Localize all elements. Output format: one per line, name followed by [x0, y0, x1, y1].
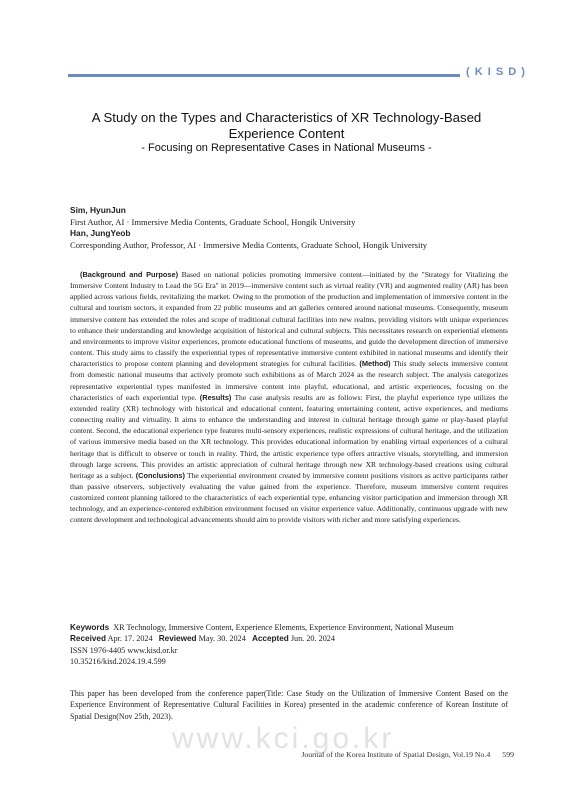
abstract — [70, 269, 508, 526]
watermark: www.kci.go.kr — [172, 722, 395, 755]
doi-line: 10.35216/kisd.2024.19.4.599 — [70, 657, 166, 667]
conclusions-label: (Conclusions) — [135, 470, 185, 480]
paper-subtitle: - Focusing on Representative Cases in National Museums - — [141, 142, 432, 154]
keywords-value: XR Technology, Immersive Content, Experience Elements, Experience Environment, National Museum — [113, 623, 454, 632]
method-label: (Method) — [359, 359, 391, 369]
accepted-label: Accepted — [251, 634, 289, 644]
author-name: Sim, HyunJun — [70, 205, 126, 215]
conclusions-text: The experiential environment created by immersive content positions visitors as active participants rather than passive observers, subjectively evaluating the value gained from the experience. Therefore, museum immersive content requires customized content planning tailored to the characteristics of each experiential type, enhancing visitor participation and immersion through XR technology, and an experience-centered exhibition environment focused on visitor experience value. Additionally, continuous upgrade with new content development and technological advancements should aim to provide visitors with richer and more satisfying experiences. — [70, 470, 509, 525]
paper-title: A Study on the Types and Characteristics of XR Technology-Based Experience Content — [91, 110, 482, 141]
kisd-logo: ( K I S D ) — [466, 66, 526, 78]
author-affiliation: Corresponding Author, Professor, AI · Immersive Media Contents, Graduate School, Hongik University — [70, 239, 428, 250]
results-label: (Results) — [199, 392, 232, 402]
page-number: 599 — [502, 750, 514, 759]
received-date: Apr. 17. 2024 — [107, 634, 153, 644]
keywords-line — [70, 622, 510, 633]
logo-text: K I S D — [474, 66, 518, 78]
keywords-label: Keywords — [70, 623, 110, 632]
method-text: This study selects immersive content from domestic national museums that actively promote such exhibitions as of March 2024 as the research subject. The analysis categorizes representative experiential types manifested in immersive content into playful, educational, and artistic experiences, focusing on the characteristics of each experiential type. — [70, 359, 508, 402]
reviewed-date: May. 30. 2024 — [198, 634, 246, 644]
author-block — [70, 205, 520, 251]
page-footer — [270, 750, 514, 759]
author-affiliation: First Author, AI · Immersive Media Contents, Graduate School, Hongik University — [70, 216, 356, 227]
received-label: Received — [70, 634, 106, 644]
background-text: Based on national policies promoting immersive content—initiated by the "Strategy for Vitalizing the Immersive Content Industry to Lead the 5G Era" in 2019—immersive content such as virtual reality (VR) and augmented reality (AR) has been applied across various fields, revitalizing the market. Owing to the promotion of the production and implementation of immersive content in the cultural and tourism sectors, it expanded from 22 public museums and art galleries centered around national museums. Consequently, museum immersive content has extended the roles and scope of traditional cultural facilities into new realms, providing visitors with unique experiences to enhance their understanding and knowledge acquisition of historical and cultural subjects. This necessitates research on experiential elements and environments to improve visitor experiences, promote educational functions of museums, and guide the development direction of immersive content. This study aims to classify the experiential types of representative immersive content exhibited in national museums and identify their characteristics to propose content planning and development strategies for cultural facilities. — [70, 270, 509, 369]
dates-line — [70, 633, 510, 644]
article-meta — [70, 622, 510, 668]
conference-note: This paper has been developed from the conference paper(Title: Case Study on the Utilization of Immersive Content Based on the Experience Environment of Representative Cultural Facilities in Korea) presented in the academic conference of Korean Institute of Spatial Design(Nov 25th, 2023). — [70, 689, 508, 721]
reviewed-label: Reviewed — [158, 634, 197, 644]
issn-line: ISSN 1976-4405 www.kisd.or.kr — [70, 645, 178, 655]
accepted-date: Jun. 20. 2024 — [290, 634, 335, 644]
author-name: Han, JungYeob — [70, 228, 131, 238]
background-label: (Background and Purpose) — [80, 270, 179, 279]
results-text: The case analysis results are as follows: First, the playful experience type utilizes the extended reality (XR) technology with historical and educational content, featuring entertaining content, active experiences, and mediums connecting reality and virtuality. It aims to enhance the understanding and interest in cultural heritage through game or play-based playful content. Second, the educational experience type features multi-sensory experiences, realistic expressions of cultural heritage, and the utilization of various immersive media based on the XR technology. This provides educational information by enabling virtual experiences of a cultural heritage that is difficult to observe or touch in reality. Third, the artistic experience type offers attractive visuals, storytelling, and immersion through large screens. This provides an artistic appreciation of cultural heritage through new XR technology-based creations using cultural heritage as a subject. — [70, 392, 509, 480]
journal-name: Journal of the Korea Institute of Spatial Design, Vol.19 No.4 — [301, 750, 491, 759]
header-rule — [68, 74, 460, 77]
